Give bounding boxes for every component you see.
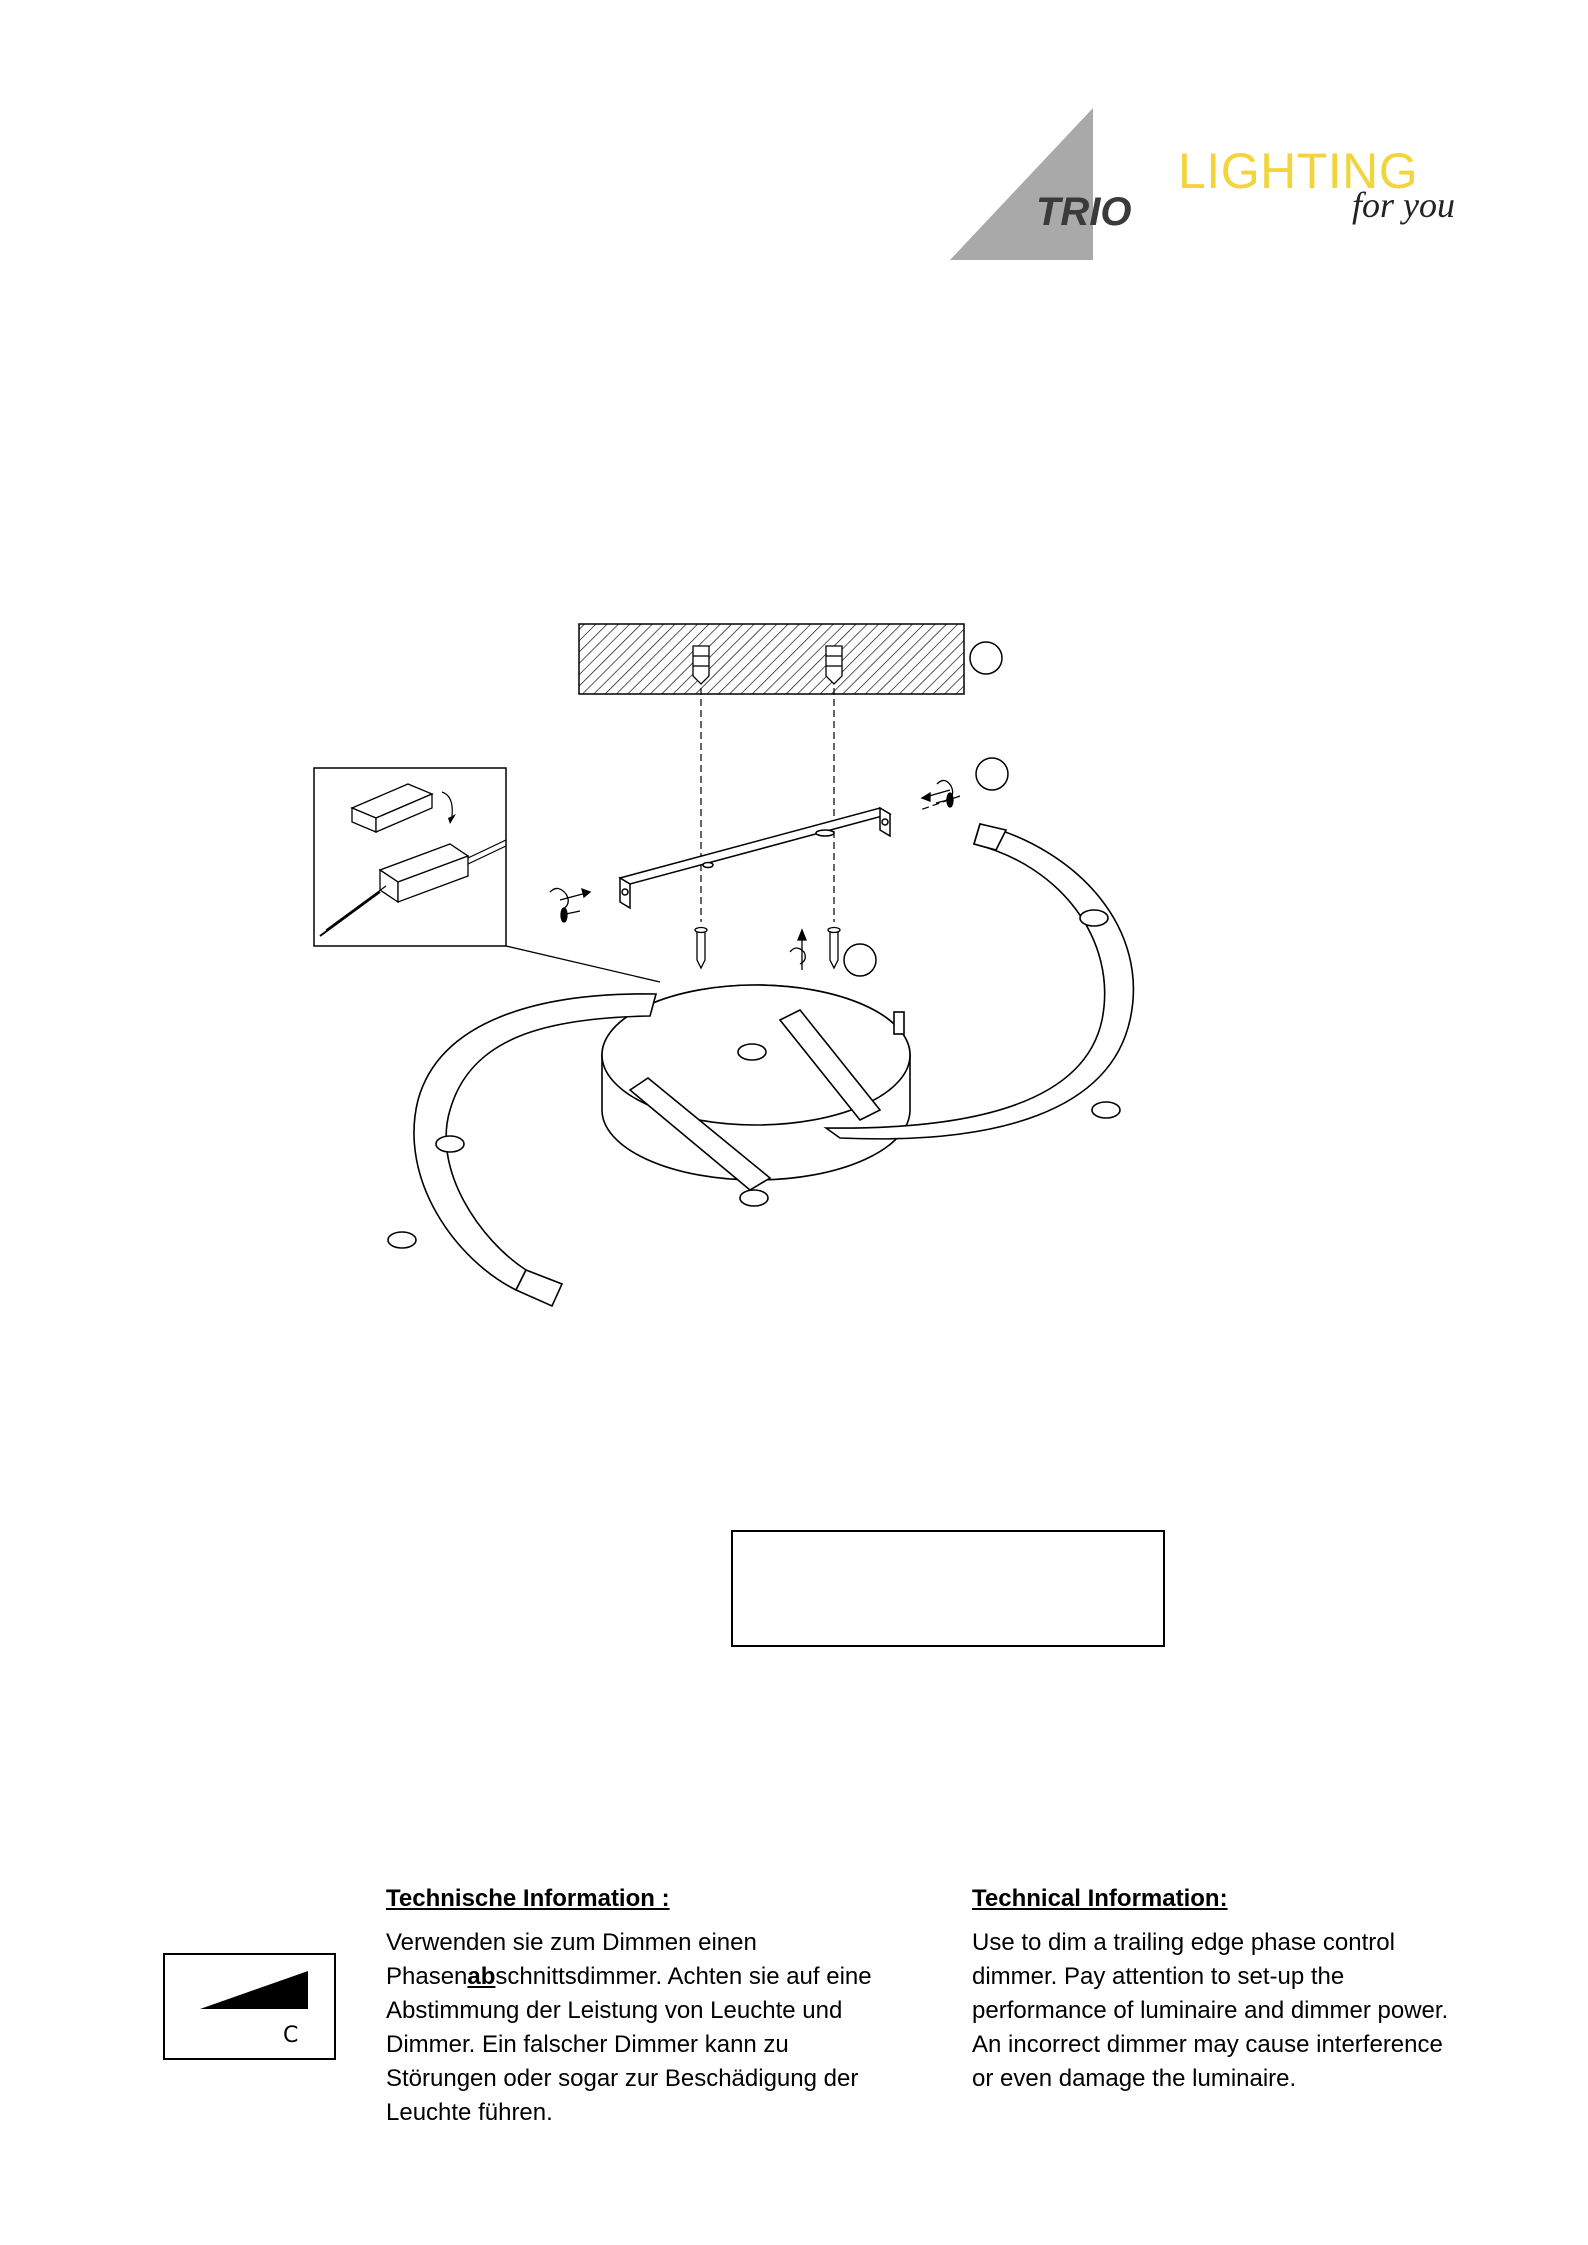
de-line-5: Störungen oder sogar zur Beschädigung der	[386, 2065, 859, 2092]
de-line-2-bold: ab	[467, 1963, 496, 1990]
leader-line	[506, 946, 660, 982]
en-line-3: performance of luminaire and dimmer power.	[972, 1997, 1449, 2024]
logo-brand-text: TRIO	[1036, 190, 1132, 234]
dimmer-ramp-icon	[165, 1955, 333, 2015]
ceiling-hatch-icon	[579, 624, 964, 694]
assembly-drawing-svg	[280, 600, 1280, 1420]
de-line-6: Leuchte führen.	[386, 2099, 553, 2126]
mounting-bracket-icon	[620, 808, 890, 908]
info-box	[731, 1530, 1165, 1647]
en-line-1: Use to dim a trailing edge phase control	[972, 1929, 1395, 1956]
technical-info-de	[386, 1882, 946, 2130]
dimmer-letter: C	[283, 2023, 299, 2048]
logo-foryou-text: for you	[1352, 185, 1455, 225]
en-line-5: or even damage the luminaire.	[972, 2065, 1297, 2092]
heading-de: Technische Information :	[386, 1885, 670, 1912]
guide-lines	[701, 688, 960, 922]
assembly-diagram	[280, 600, 1280, 1420]
de-line-2-prefix: Phasen	[386, 1963, 468, 1990]
technical-info-en	[972, 1882, 1512, 2096]
de-line-2	[386, 1960, 946, 1994]
de-line-3: Abstimmung der Leistung von Leuchte und	[386, 1997, 843, 2024]
en-line-2: dimmer. Pay attention to set-up the	[972, 1963, 1345, 1990]
trio-logo	[950, 100, 1470, 270]
trailing-edge-dimmer-icon	[163, 1953, 336, 2060]
heading-en: Technical Information:	[972, 1885, 1228, 1912]
rotation-arrow-icon	[550, 780, 953, 970]
de-line-2-suffix: schnittsdimmer. Achten sie auf eine	[495, 1963, 872, 1990]
terminal-block-icon	[314, 768, 506, 946]
en-line-4: An incorrect dimmer may cause interference	[972, 2031, 1443, 2058]
de-line-4: Dimmer. Ein falscher Dimmer kann zu	[386, 2031, 789, 2058]
logo-lighting-text: LIGHTING	[1178, 143, 1419, 199]
de-line-1: Verwenden sie zum Dimmen einen	[386, 1929, 757, 1956]
